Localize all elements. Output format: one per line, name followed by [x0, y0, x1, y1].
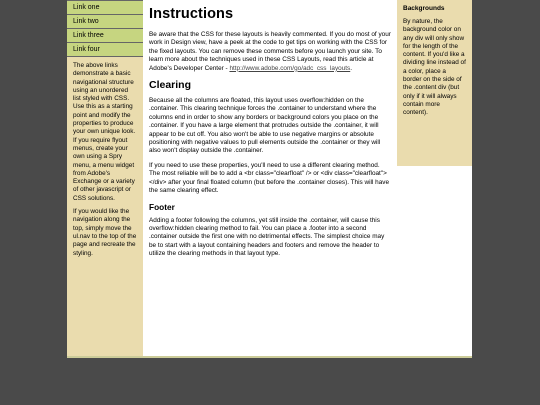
nav-link-four[interactable]: Link four: [67, 43, 143, 56]
page-title: Instructions: [149, 6, 234, 22]
backgrounds-heading: Backgrounds: [403, 5, 445, 12]
nav-link-three[interactable]: Link three: [67, 29, 143, 42]
backgrounds-text: By nature, the background color on any div will only show for the length of the content. If you'd like a dividing line instead of a color, place a border on the side of the .content div (but only if it will always contain more content).: [403, 18, 466, 117]
nav-link-two[interactable]: Link two: [67, 15, 143, 28]
nav-item: [67, 15, 143, 29]
nav-list: [67, 0, 143, 57]
sidebar-paragraph-1: The above links demonstrate a basic navigational structure using an unordered list styled with CSS. Use this as a starting point and modify the properties to produce your own unique look. If you require flyout menus, create your own using a Spry menu, a menu widget from Adobe's Exchange or a variety of other javascript or CSS solutions.: [73, 62, 136, 202]
footer-paragraph: Adding a footer following the columns, yet still inside the .container, will cause this overflow:hidden clearing method to fail. You can place a .footer into a second .container outside the first one with no detrimental effects. The simplest choice may be to start with a layout containing headers and footers and remove the header to utilize the clearing methods in that layout type.: [149, 216, 385, 258]
intro-text: Be aware that the CSS for these layouts is heavily commented. If you do most of your work in Design view, have a peek at the code to get tips on working with the CSS for the fixed layouts. You can remove these comments before you launch your site. To learn more about the techniques used in these CSS Layouts, read this article at Adobe's Developer Center -: [149, 31, 391, 72]
clearing-paragraph-1: Because all the columns are floated, this layout uses overflow:hidden on the .container. This clearing technique forces the .container to understand where the columns end in order to show any borders or background colors you place on the .container. If you have a large element that protrudes outside the .container, it will appear to be cut off. You also won't be able to use negative margins or absolute positioning with negative values to pull elements outside the .container or they will also won't display outside the .container.: [149, 97, 381, 155]
nav-item: [67, 43, 143, 57]
right-sidebar: [397, 0, 472, 166]
footer-bar: [67, 356, 472, 358]
intro-end: .: [350, 64, 352, 72]
nav-link-one[interactable]: Link one: [67, 1, 143, 14]
footer-heading: Footer: [149, 201, 175, 212]
sidebar-text: [67, 57, 143, 258]
nav-item: [67, 29, 143, 43]
adobe-link[interactable]: http://www.adobe.com/go/adc_css_layouts: [229, 64, 351, 72]
sidebar-paragraph-2: If you would like the navigation along the top, simply move the ul.nav to the top of the page and recreate the styling.: [73, 208, 137, 257]
clearing-heading: Clearing: [149, 79, 192, 92]
left-sidebar: [67, 0, 143, 356]
intro-paragraph: [149, 31, 392, 73]
nav-item: [67, 1, 143, 15]
clearing-paragraph-2: If you need to use these properties, you'll need to use a different clearing method. The most reliable will be to add a <br class="clearfloat" /> or <div class="clearfloat"></div> after your final floated column (but before the .container closes). This will have the same clearing effect.: [149, 161, 390, 195]
main-content: [148, 0, 392, 265]
